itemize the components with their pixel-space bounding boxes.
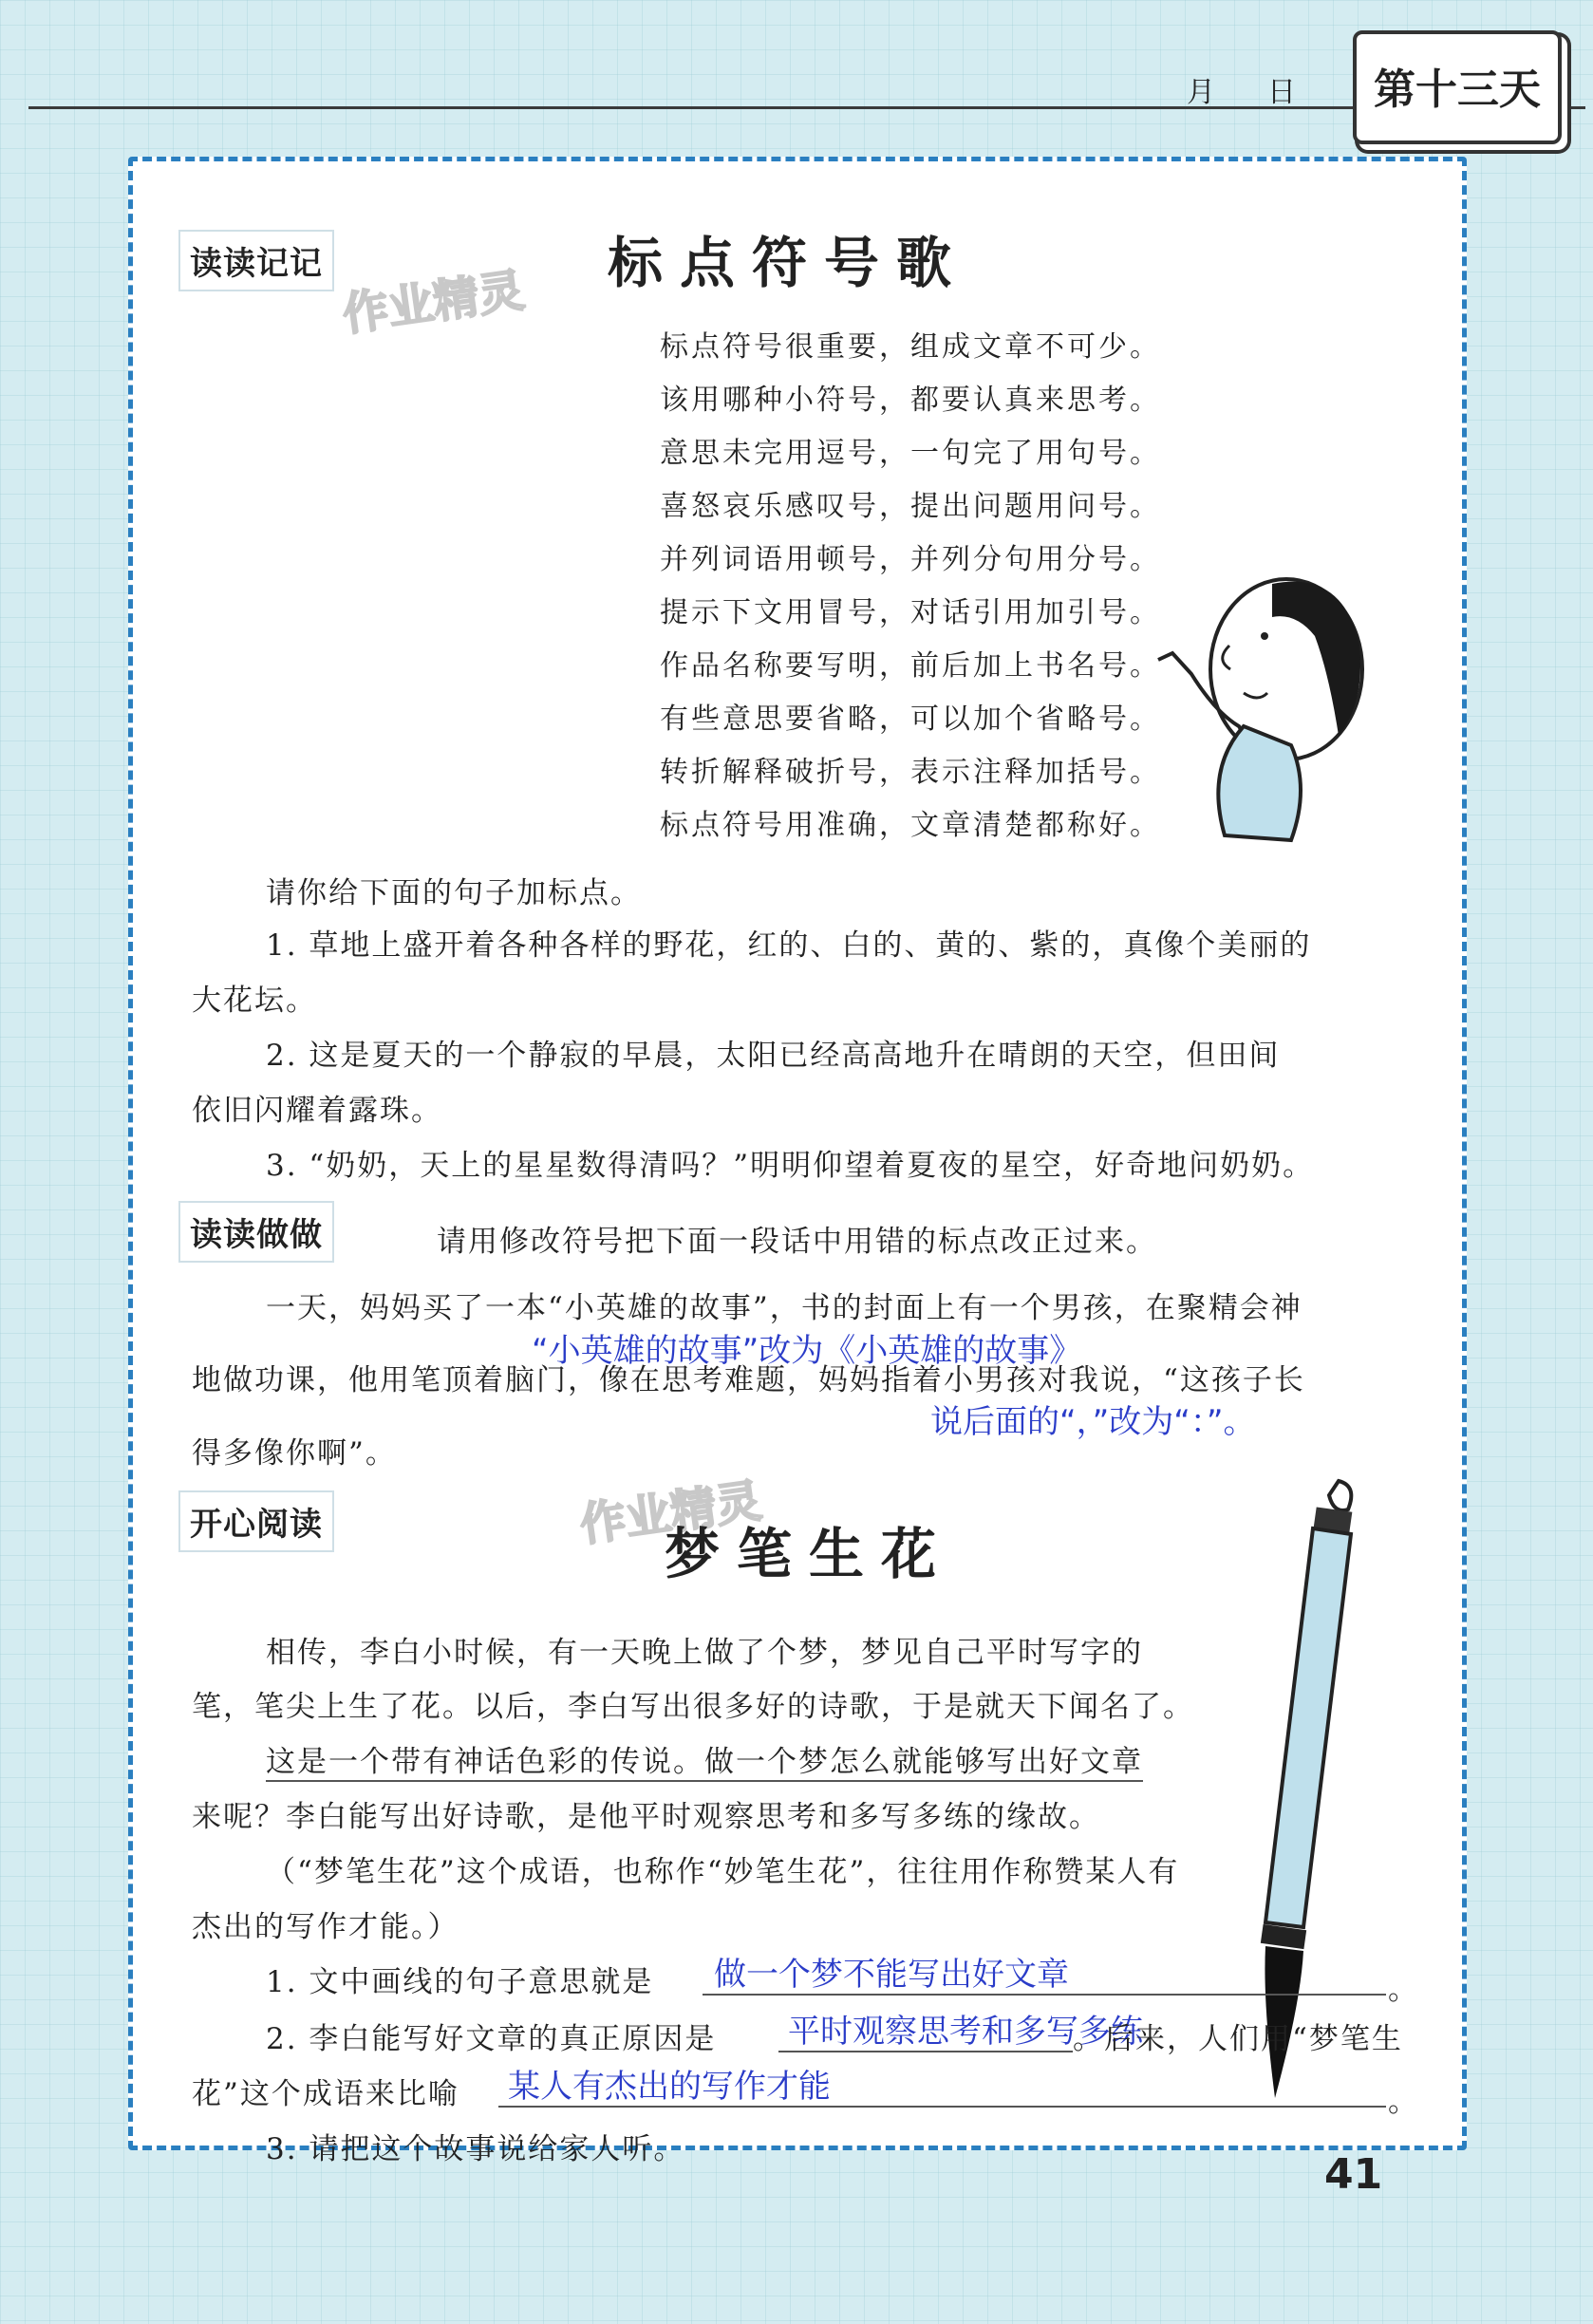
end-mark: 。 bbox=[1388, 1973, 1419, 2007]
paragraph-line: 得多像你啊”。 bbox=[192, 1436, 397, 1471]
question-text: 3. “奶奶，天上的星星数得清吗？”明明仰望着夏夜的星空，好奇地问奶奶。 bbox=[266, 1149, 1315, 1183]
day-tab-label: 第十三天 bbox=[1374, 66, 1541, 114]
poem-line: 并列词语用顿号，并列分句用分号。 bbox=[660, 543, 1161, 576]
end-mark: 。 bbox=[1388, 2085, 1419, 2119]
story-line: 杰出的写作才能。） bbox=[192, 1910, 459, 1944]
instruction-add-punctuation: 请你给下面的句子加标点。 bbox=[266, 876, 642, 910]
day-label: 日 bbox=[1267, 76, 1296, 109]
poem-title: 标点符号歌 bbox=[608, 231, 969, 295]
paragraph-line: 一天，妈妈买了一本“小英雄的故事”，书的封面上有一个男孩，在聚精会神 bbox=[266, 1291, 1303, 1325]
handwritten-answer: 说后面的“，”改为“：”。 bbox=[930, 1403, 1256, 1441]
poem-line: 标点符号用准确，文章清楚都称好。 bbox=[660, 809, 1161, 842]
boy-illustration bbox=[1139, 560, 1396, 845]
question-text: 1. 草地上盛开着各种各样的野花，红的、白的、黄的、紫的，真像个美丽的 bbox=[266, 928, 1312, 963]
day-tab bbox=[1353, 30, 1562, 144]
worksheet-card bbox=[128, 157, 1467, 2166]
story-title: 梦笔生花 bbox=[665, 1522, 954, 1586]
paragraph-line: 地做功课，他用笔顶着脑门，像在思考难题，妈妈指着小男孩对我说，“这孩子长 bbox=[192, 1363, 1305, 1397]
question-text: 大花坛。 bbox=[192, 984, 317, 1018]
question-text: 2. 这是夏天的一个静寂的早晨，太阳已经高高地升在晴朗的天空，但田间 bbox=[266, 1039, 1281, 1073]
watermark: 作业精灵 bbox=[339, 263, 528, 343]
handwritten-answer: “小英雄的故事”改为《小英雄的故事》 bbox=[532, 1332, 1082, 1370]
section-label-happy-reading: 开心阅读 bbox=[178, 1490, 334, 1552]
poem-line: 转折解释破折号，表示注释加括号。 bbox=[660, 756, 1161, 789]
section-label-read-do: 读读做做 bbox=[178, 1201, 334, 1263]
poem-line: 标点符号很重要，组成文章不可少。 bbox=[660, 330, 1161, 364]
header-rule bbox=[28, 106, 1585, 109]
question-text: 。后来，人们用“梦笔生 bbox=[1073, 2022, 1403, 2056]
section-label-read-remember: 读读记记 bbox=[178, 230, 334, 291]
question-prefix: 1. 文中画线的句子意思就是 bbox=[266, 1965, 654, 1999]
question-prefix: 2. 李白能写好文章的真正原因是 bbox=[266, 2022, 717, 2056]
question-prefix: 花”这个成语来比喻 bbox=[192, 2077, 459, 2111]
page-number: 41 bbox=[1324, 2150, 1383, 2199]
month-label: 月 bbox=[1187, 76, 1215, 109]
instruction-correct-punctuation: 请用修改符号把下面一段话中用错的标点改正过来。 bbox=[437, 1225, 1157, 1259]
story-line: 相传，李白小时候，有一天晚上做了个梦，梦见自己平时写字的 bbox=[266, 1636, 1143, 1670]
story-line: 来呢？李白能写出好诗歌，是他平时观察思考和多写多练的缘故。 bbox=[192, 1800, 1100, 1834]
handwritten-answer: 做一个梦不能写出好文章 bbox=[714, 1956, 1069, 1994]
story-line: （“梦笔生花”这个成语，也称作“妙笔生花”，往往用作称赞某人有 bbox=[266, 1855, 1180, 1889]
handwritten-answer: 平时观察思考和多写多练 bbox=[788, 2013, 1143, 2051]
question-text: 3. 请把这个故事说给家人听。 bbox=[266, 2132, 685, 2166]
poem-line: 提示下文用冒号，对话引用加引号。 bbox=[660, 596, 1161, 629]
poem-line: 该用哪种小符号，都要认真来思考。 bbox=[660, 384, 1161, 417]
story-line-underlined: 这是一个带有神话色彩的传说。做一个梦怎么就能够写出好文章 bbox=[266, 1737, 1143, 1782]
poem-line: 喜怒哀乐感叹号，提出问题用问号。 bbox=[660, 490, 1161, 523]
poem-line: 意思未完用逗号，一句完了用句号。 bbox=[660, 437, 1161, 470]
poem-line: 作品名称要写明，前后加上书名号。 bbox=[660, 649, 1161, 683]
story-line: 笔，笔尖上生了花。以后，李白写出很多好的诗歌，于是就天下闻名了。 bbox=[192, 1690, 1194, 1724]
watermark: 作业精灵 bbox=[576, 1473, 765, 1553]
question-text: 依旧闪耀着露珠。 bbox=[192, 1094, 442, 1128]
handwritten-answer: 某人有杰出的写作才能 bbox=[508, 2068, 831, 2106]
poem-line: 有些意思要省略，可以加个省略号。 bbox=[660, 703, 1161, 736]
